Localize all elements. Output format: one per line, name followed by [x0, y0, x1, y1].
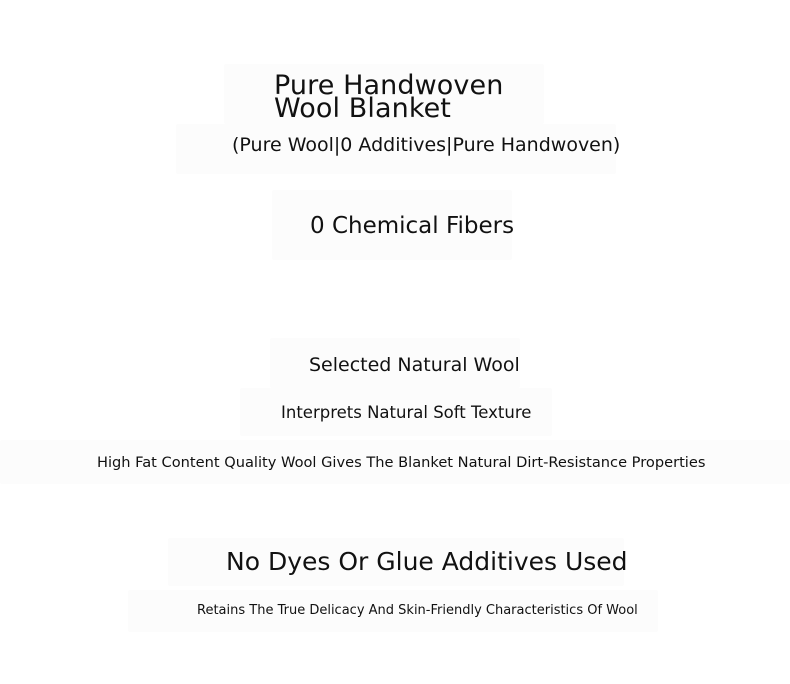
chemical-fibers-heading: 0 Chemical Fibers: [310, 213, 515, 239]
product-title: [274, 70, 504, 124]
dirt-resistance-description: High Fat Content Quality Wool Gives The Blanket Natural Dirt-Resistance Properties: [97, 454, 706, 471]
no-additives-heading: No Dyes Or Glue Additives Used: [226, 547, 628, 576]
skin-friendly-description: Retains The True Delicacy And Skin-Friendly Characteristics Of Wool: [197, 603, 638, 618]
natural-wool-heading: Selected Natural Wool: [309, 354, 520, 376]
product-title-line-2: Wool Blanket: [274, 93, 451, 124]
product-title-line-1: Pure Handwoven: [274, 70, 504, 101]
product-subtitle: (Pure Wool|0 Additives|Pure Handwoven): [232, 134, 621, 156]
soft-texture-subheading: Interprets Natural Soft Texture: [281, 403, 532, 422]
